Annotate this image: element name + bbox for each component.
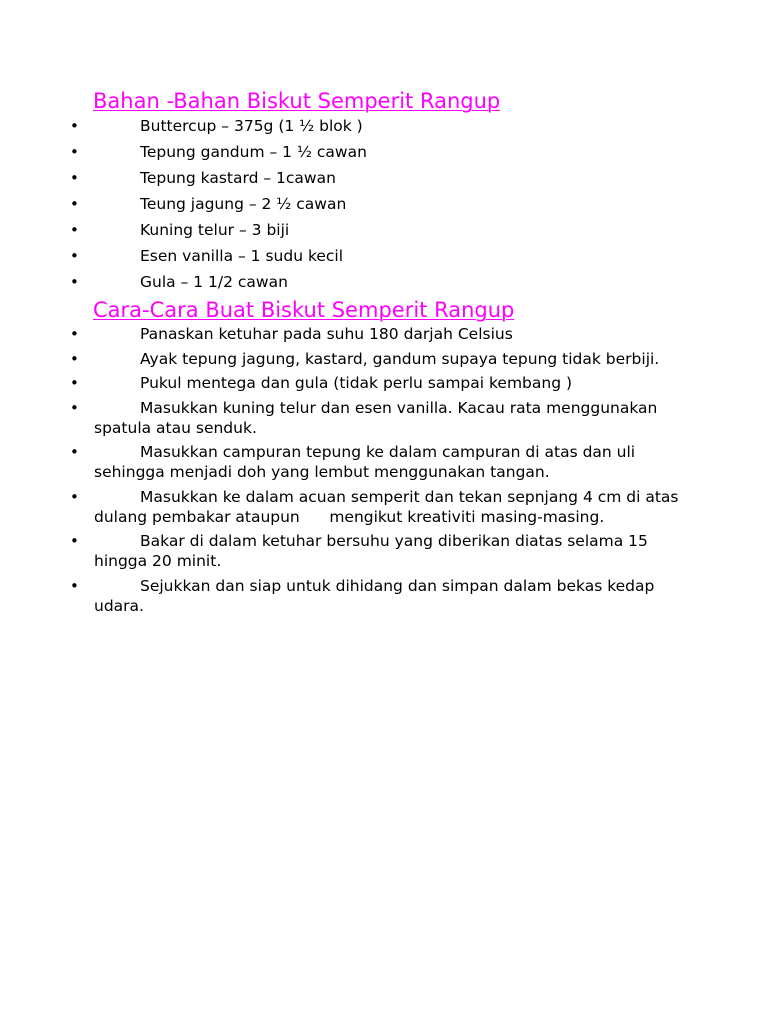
ingredient-item — [0, 220, 768, 246]
ingredient-item — [0, 194, 768, 220]
ingredients-list — [0, 116, 768, 298]
method-step — [0, 324, 768, 344]
method-step-text: Bakar di dalam ketuhar bersuhu yang diberikan diatas selama 15 hingga 20 minit. — [94, 532, 653, 570]
method-step — [0, 576, 768, 616]
bullet-icon: • — [70, 221, 79, 239]
method-step-text: Masukkan ke dalam acuan semperit dan tekan sepnjang 4 cm di atas dulang pembakar ataupun mengikut kreativiti masing-masing. — [94, 487, 684, 526]
method-list — [0, 324, 768, 620]
method-step — [0, 531, 768, 571]
method-step-text: Masukkan kuning telur dan esen vanilla. Kacau rata menggunakan spatula atau senduk. — [94, 398, 663, 437]
method-step-text: Sejukkan dan siap untuk dihidang dan simpan dalam bekas kedap udara. — [94, 576, 660, 615]
bullet-icon: • — [70, 374, 79, 392]
bullet-icon: • — [70, 349, 79, 368]
bullet-icon: • — [70, 143, 79, 161]
bullet-icon: • — [70, 169, 79, 187]
bullet-icon: • — [70, 247, 79, 265]
bullet-icon: • — [70, 398, 79, 417]
method-step-text: Panaskan ketuhar pada suhu 180 darjah Celsius — [140, 325, 513, 343]
method-step — [0, 442, 768, 482]
bullet-icon: • — [70, 325, 79, 343]
ingredient-item — [0, 142, 768, 168]
ingredient-text: Tepung kastard – 1cawan — [140, 169, 336, 187]
ingredient-text: Esen vanilla – 1 sudu kecil — [140, 247, 344, 265]
ingredient-item — [0, 168, 768, 194]
method-step-text: Masukkan campuran tepung ke dalam campuran di atas dan uli sehingga menjadi doh yang lembut menggunakan tangan. — [94, 443, 641, 481]
bullet-icon: • — [70, 532, 79, 550]
method-step — [0, 398, 768, 438]
bullet-icon: • — [70, 195, 79, 213]
bullet-icon: • — [70, 443, 79, 461]
ingredient-item — [0, 246, 768, 272]
method-step-text: Ayak tepung jagung, kastard, gandum supaya tepung tidak berbiji. — [140, 349, 660, 368]
bullet-icon: • — [70, 576, 79, 595]
ingredient-text: Buttercup – 375g (1 ½ blok ) — [140, 117, 363, 135]
ingredient-text: Gula – 1 1/2 cawan — [140, 273, 288, 291]
bullet-icon: • — [70, 487, 79, 506]
method-heading: Cara-Cara Buat Biskut Semperit Rangup — [93, 298, 515, 322]
method-step — [0, 487, 768, 527]
method-step — [0, 373, 768, 393]
ingredient-item — [0, 272, 768, 298]
bullet-icon: • — [70, 273, 79, 291]
ingredient-text: Teung jagung – 2 ½ cawan — [140, 195, 347, 213]
ingredient-item — [0, 116, 768, 142]
bullet-icon: • — [70, 117, 79, 135]
method-step — [0, 349, 768, 369]
ingredients-heading: Bahan -Bahan Biskut Semperit Rangup — [93, 89, 501, 113]
method-step-text: Pukul mentega dan gula (tidak perlu sampai kembang ) — [140, 374, 573, 392]
ingredient-text: Kuning telur – 3 biji — [140, 221, 290, 239]
ingredient-text: Tepung gandum – 1 ½ cawan — [140, 143, 367, 161]
